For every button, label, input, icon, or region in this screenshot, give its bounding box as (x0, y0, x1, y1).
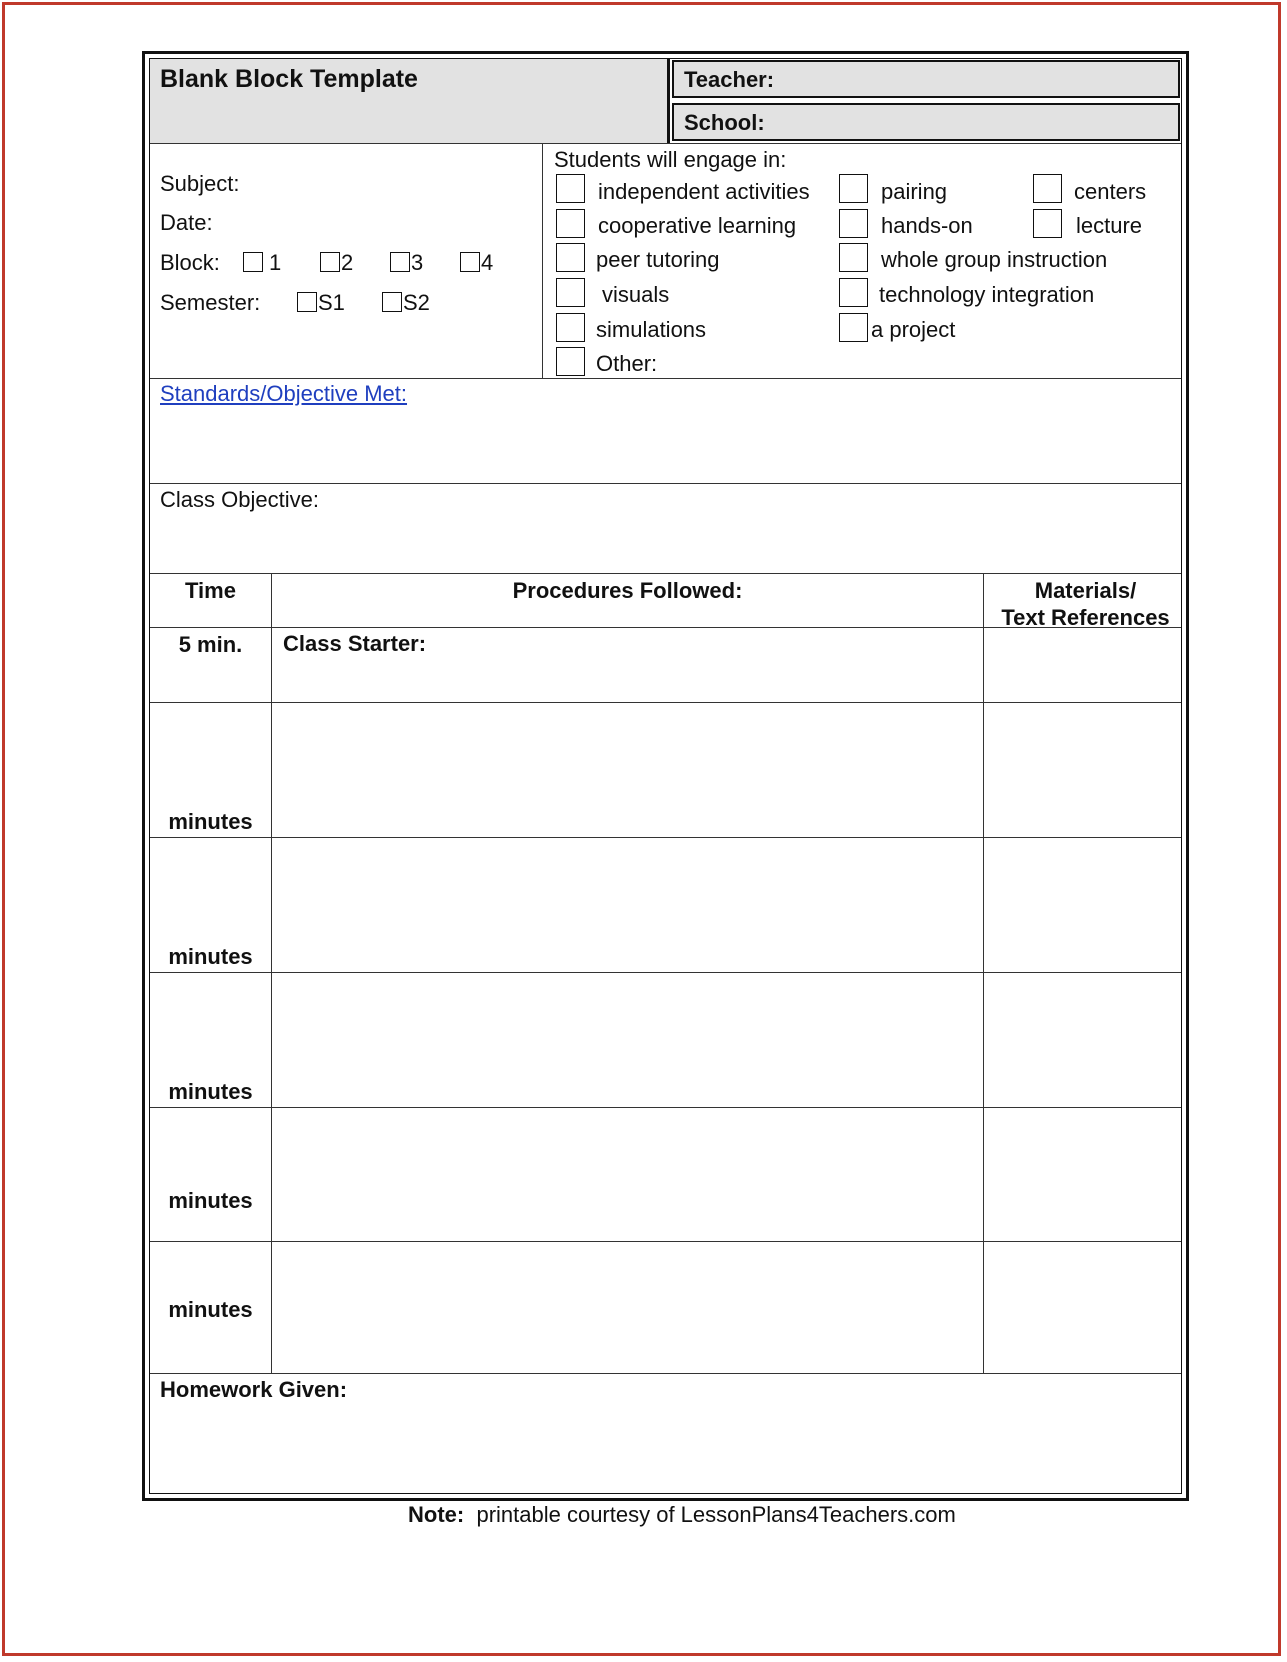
block-label: Block: (160, 250, 220, 275)
block-4-checkbox[interactable] (460, 252, 480, 272)
lecture-checkbox[interactable] (1033, 209, 1062, 238)
technology-integration-checkbox[interactable] (839, 278, 868, 307)
hands-on-label: hands-on (881, 213, 973, 238)
whole-group-instruction-label: whole group instruction (881, 247, 1108, 272)
form-title: Blank Block Template (160, 65, 418, 93)
divider (150, 378, 1181, 379)
class-objective-label: Class Objective: (160, 487, 319, 512)
simulations-checkbox[interactable] (556, 313, 585, 342)
materials-header-line2: Text References (1001, 605, 1170, 630)
school-label: School: (684, 110, 765, 135)
semester-s1-checkbox[interactable] (297, 292, 317, 312)
block-2-checkbox[interactable] (320, 252, 340, 272)
divider (150, 837, 1181, 838)
note-label: Note: (408, 1502, 465, 1527)
divider (150, 1241, 1181, 1242)
row-minutes-label: minutes (168, 1297, 253, 1322)
subject-label: Subject: (160, 171, 240, 196)
divider (271, 573, 272, 1373)
divider (150, 702, 1181, 703)
a-project-checkbox[interactable] (839, 313, 868, 342)
homework-label: Homework Given: (160, 1377, 348, 1402)
form-inner-border (149, 58, 1182, 1494)
engage-heading: Students will engage in: (554, 147, 787, 172)
divider (542, 143, 543, 378)
independent-activities-label: independent activities (598, 179, 810, 204)
footer-note (408, 1502, 956, 1528)
lecture-label: lecture (1076, 213, 1143, 238)
standards-link[interactable]: Standards/Objective Met: (160, 381, 408, 406)
time-column-header: Time (185, 578, 236, 603)
divider (150, 143, 1181, 144)
row-minutes-label: minutes (168, 809, 253, 834)
hands-on-checkbox[interactable] (839, 209, 868, 238)
row-minutes-label: minutes (168, 1188, 253, 1213)
materials-column-header (984, 577, 1187, 631)
divider (150, 1107, 1181, 1108)
semester-s1-label: S1 (318, 290, 345, 315)
centers-label: centers (1074, 179, 1147, 204)
block-3-label: 3 (411, 250, 424, 275)
semester-s2-checkbox[interactable] (382, 292, 402, 312)
date-label: Date: (160, 210, 213, 235)
school-field[interactable] (672, 103, 1180, 141)
teacher-field[interactable] (672, 60, 1180, 98)
pairing-checkbox[interactable] (839, 174, 868, 203)
teacher-label: Teacher: (684, 67, 775, 92)
divider (150, 972, 1181, 973)
technology-integration-label: technology integration (879, 282, 1095, 307)
centers-checkbox[interactable] (1033, 174, 1062, 203)
pairing-label: pairing (881, 179, 948, 204)
semester-s2-label: S2 (403, 290, 430, 315)
other-label: Other: (596, 351, 658, 376)
procedures-column-header: Procedures Followed: (512, 578, 743, 603)
row-minutes-label: minutes (168, 1079, 253, 1104)
cooperative-learning-label: cooperative learning (598, 213, 797, 238)
block-3-checkbox[interactable] (390, 252, 410, 272)
divider (150, 1373, 1181, 1374)
a-project-label: a project (871, 317, 956, 342)
other-checkbox[interactable] (556, 347, 585, 376)
materials-header-line1: Materials/ (1034, 578, 1137, 603)
divider (150, 483, 1181, 484)
independent-activities-checkbox[interactable] (556, 174, 585, 203)
row-minutes-label: minutes (168, 944, 253, 969)
block-4-label: 4 (481, 250, 494, 275)
block-2-label: 2 (341, 250, 354, 275)
divider (150, 573, 1181, 574)
lesson-plan-form (142, 51, 1189, 1501)
header-title-cell (150, 59, 670, 143)
starter-time: 5 min. (178, 632, 243, 657)
peer-tutoring-label: peer tutoring (596, 247, 720, 272)
simulations-label: simulations (596, 317, 707, 342)
visuals-label: visuals (602, 282, 670, 307)
peer-tutoring-checkbox[interactable] (556, 243, 585, 272)
cooperative-learning-checkbox[interactable] (556, 209, 585, 238)
divider (983, 573, 984, 1373)
semester-label: Semester: (160, 290, 261, 315)
divider (150, 627, 1181, 628)
whole-group-instruction-checkbox[interactable] (839, 243, 868, 272)
block-1-label: 1 (269, 250, 282, 275)
visuals-checkbox[interactable] (556, 278, 585, 307)
block-1-checkbox[interactable] (243, 252, 263, 272)
class-starter-label: Class Starter: (283, 631, 427, 656)
note-text: printable courtesy of LessonPlans4Teachers.com (476, 1502, 956, 1527)
